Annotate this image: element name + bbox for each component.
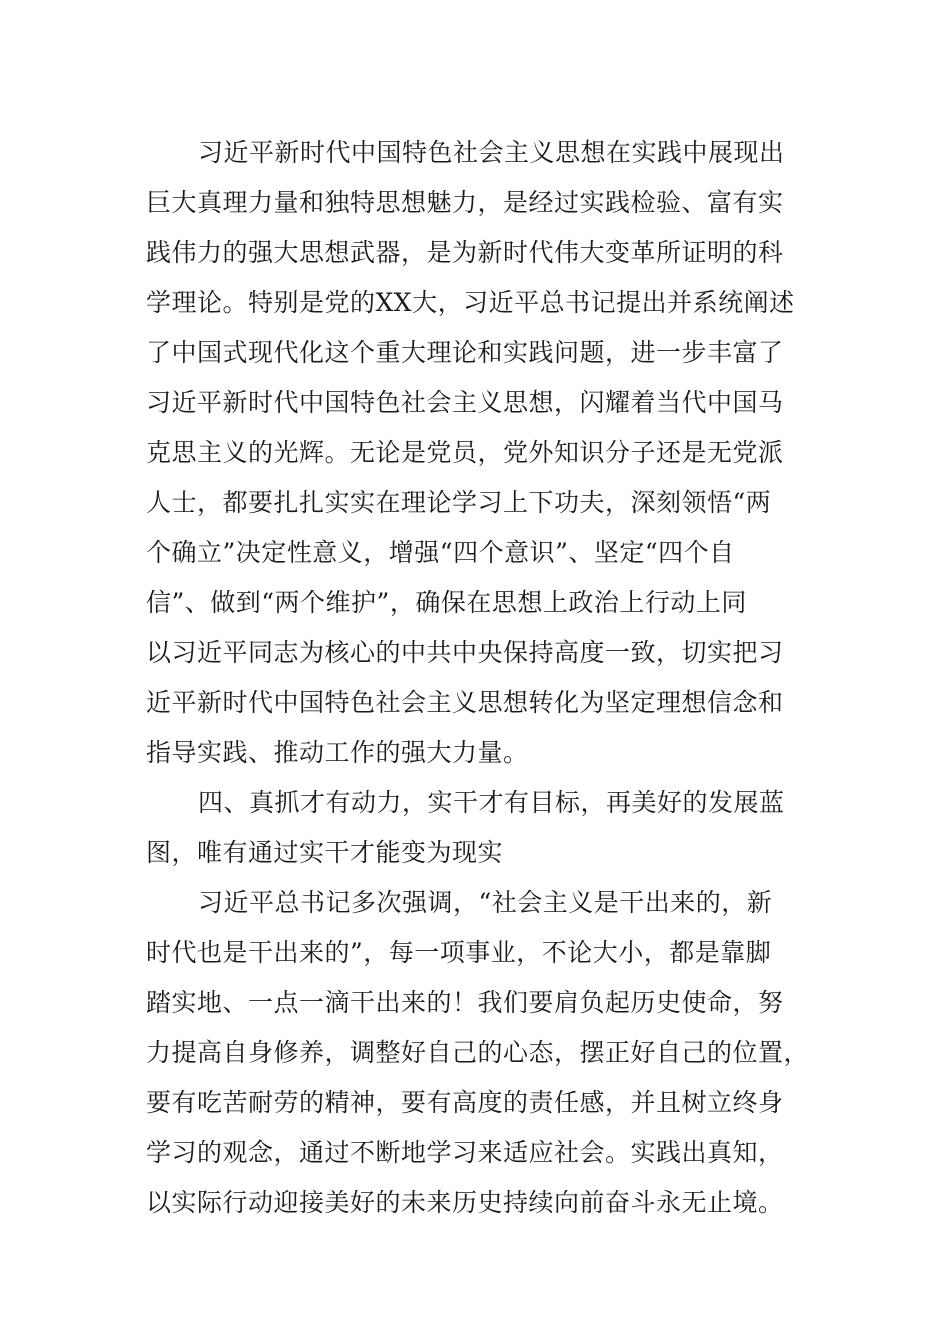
paragraph-line: 学习的观念，通过不断地学习来适应社会。实践出真知， bbox=[146, 1138, 784, 1167]
paragraph-line: 了中国式现代化这个重大理论和实践问题，进一步丰富了 bbox=[146, 338, 784, 367]
paragraph-line: 习近平新时代中国特色社会主义思想在实践中展现出 bbox=[198, 138, 785, 167]
paragraph-line: 近平新时代中国特色社会主义思想转化为坚定理想信念和 bbox=[146, 688, 784, 717]
paragraph-line: 人士，都要扎扎实实在理论学习上下功夫，深刻领悟“两 bbox=[146, 488, 772, 517]
paragraph-line: 要有吃苦耐劳的精神，要有高度的责任感，并且树立终身 bbox=[146, 1088, 784, 1117]
paragraph-line: 践伟力的强大思想武器，是为新时代伟大变革所证明的科 bbox=[146, 238, 784, 267]
section-heading-line: 四、真抓才有动力，实干才有目标，再美好的发展蓝 bbox=[198, 788, 785, 817]
paragraph-line: 踏实地、一点一滴干出来的！我们要肩负起历史使命，努 bbox=[146, 988, 784, 1017]
paragraph-line: 习近平总书记多次强调，“社会主义是干出来的，新 bbox=[198, 888, 773, 917]
paragraph-line: 习近平新时代中国特色社会主义思想，闪耀着当代中国马 bbox=[146, 388, 784, 417]
section-heading-line: 图，唯有通过实干才能变为现实 bbox=[146, 838, 504, 867]
paragraph-line: 克思主义的光辉。无论是党员，党外知识分子还是无党派 bbox=[146, 438, 784, 467]
paragraph-line: 以习近平同志为核心的中共中央保持高度一致，切实把习 bbox=[146, 638, 784, 667]
paragraph-line: 巨大真理力量和独特思想魅力，是经过实践检验、富有实 bbox=[146, 188, 784, 217]
paragraph-line: 以实际行动迎接美好的未来历史持续向前奋斗永无止境。 bbox=[146, 1188, 784, 1217]
paragraph-line: 力提高自身修养，调整好自己的心态，摆正好自己的位置， bbox=[146, 1038, 810, 1067]
document-body bbox=[146, 128, 810, 1228]
paragraph-line: 信”、做到“两个维护”，确保在思想上政治上行动上同 bbox=[146, 588, 747, 617]
paragraph-line: 时代也是干出来的”，每一项事业，不论大小，都是靠脚 bbox=[146, 938, 772, 967]
paragraph-line: 个确立”决定性意义，增强“四个意识”、坚定“四个自 bbox=[146, 538, 735, 567]
paragraph-line: 指导实践、推动工作的强大力量。 bbox=[146, 738, 529, 767]
paragraph-line: 学理论。特别是党的XX大，习近平总书记提出并系统阐述 bbox=[146, 288, 795, 317]
